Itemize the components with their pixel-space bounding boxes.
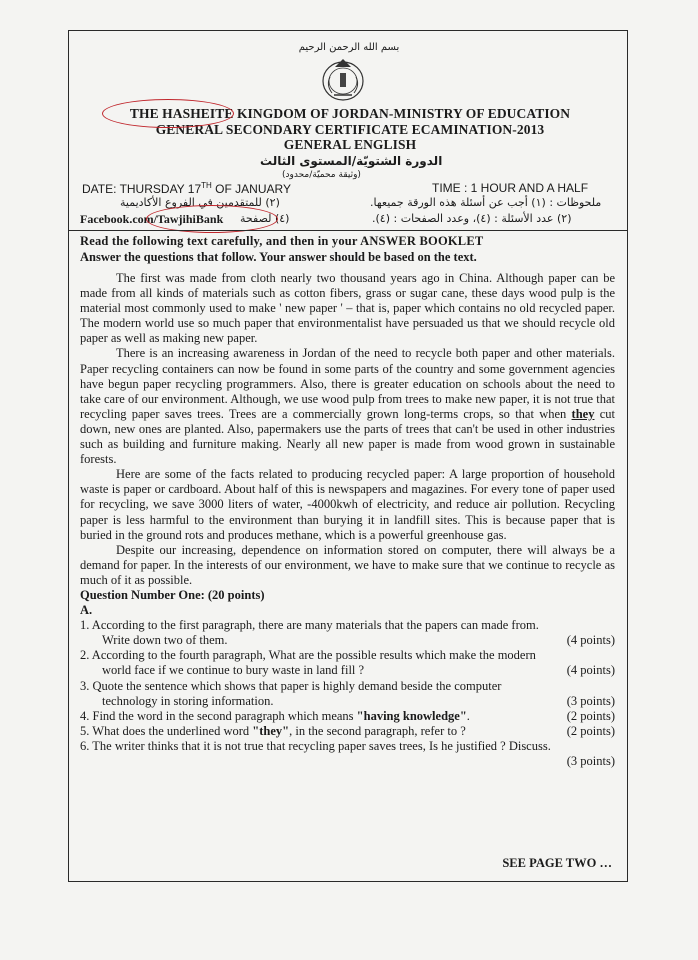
section-label: A. — [80, 603, 93, 618]
question-item: 6. The writer thinks that it is not true that recycling paper saves trees, Is he justified ? Discuss. (3 points) — [80, 738, 615, 768]
question-points: (3 points) — [566, 754, 615, 768]
facebook-watermark: Facebook.com/TawjihiBank — [80, 212, 224, 226]
arabic-branch-2: (٤) لصفحة — [240, 212, 290, 225]
paragraph-1: The first was made from cloth nearly two thousand years ago in China. Although paper can be made from all kinds of materials such as cotton fibers, grass or sugar cane, these days wood pulp is the material most commonly used to make ' new paper ' – that is, paper which contains no old recycled paper. The modern world use so much paper that environmentalist have persuaded us that we should recycle old paper as well as making new paper. — [80, 271, 615, 346]
arabic-notes-2: (٢) عدد الأسئلة : (٤)، وعدد الصفحات : (٤). — [372, 212, 572, 225]
paragraph-2: There is an increasing awareness in Jordan of the need to recycle both paper and other materials. Paper recycling containers can now be found in some parts of the country and some government agencies have begun paper recycling programmers. Also, there is greater education on schools about the need to take care of our environment. Although, we use wood pulp from trees to make new paper, it is not true that recycling paper saves trees. Trees are a commercially grown long-terms crops, so that when they cut down, new ones are planted. Also, papermakers use the parts of trees that can't be used in other industries such as building and furniture making. Nearly all new paper is made from wood grown in sustainable forests. — [80, 346, 615, 467]
see-page-two: SEE PAGE TWO … — [502, 856, 612, 870]
reading-passage — [80, 271, 615, 769]
arabic-document-class: (وثيقة محميّة/محدود) — [282, 170, 361, 180]
instructions-line-1: Read the following text carefully, and then in your ANSWER BOOKLET — [80, 234, 484, 248]
header-line-ministry: THE HASHEITE KINGDOM OF JORDAN-MINISTRY OF EDUCATION — [129, 106, 571, 121]
header-line-exam: GENERAL SECONDARY CERTIFICATE ECAMINATION-2013 — [155, 122, 545, 137]
arabic-branch-1: (٢) للمتقدمين في الفروع الأكاديمية — [120, 196, 280, 209]
exam-time: TIME : 1 HOUR AND A HALF — [432, 181, 589, 195]
question-points: (2 points) — [566, 708, 615, 723]
paragraph-3: Here are some of the facts related to producing recycled paper: A large proportion of household waste is paper or cardboard. About half of this is newspapers and magazines. For every tone of paper used for recycling, we save 3000 liters of water, -4000kwh of electricity, and reduce air pollution. Recycling paper is less harmful to the environment than burying it in landfill sites. This is because paper that is buried in the ground rots and produces methane, which is a powerful greenhouse gas. — [80, 467, 615, 542]
question-points: (4 points) — [566, 663, 615, 678]
jordan-emblem-icon — [318, 55, 368, 103]
question-item: 5. What does the underlined word "they", in the second paragraph, refer to ? (2 points) — [80, 723, 615, 738]
question-item: 1. According to the first paragraph, there are many materials that the papers can made from. Write down two of them. (4 points) — [80, 618, 615, 648]
arabic-session: الدورة الشتويّة/المستوى الثالث — [260, 154, 443, 168]
arabic-notes-1: ملحوظات : (١) أجب عن أسئلة هذه الورقة جميعها. — [370, 196, 602, 209]
header-line-subject: GENERAL ENGLISH — [283, 137, 417, 152]
basmala: بسم الله الرحمن الرحيم — [298, 42, 400, 53]
question-points: (2 points) — [566, 723, 615, 738]
header-divider — [68, 230, 628, 231]
paragraph-4: Despite our increasing, dependence on information stored on computer, there will always be a demand for paper. In the interests of our environment, we have to make sure that we continue to recycle as much of it as possible. — [80, 542, 615, 587]
question-points: (3 points) — [566, 693, 615, 708]
question-item: 3. Quote the sentence which shows that paper is highly demand beside the computer technology in storing information. (3 points) — [80, 678, 615, 708]
exam-date: DATE: THURSDAY 17TH OF JANUARY — [82, 181, 291, 196]
underlined-word-they: they — [571, 406, 595, 421]
instructions-line-2: Answer the questions that follow. Your answer should be based on the text. — [80, 250, 477, 264]
question-item: 4. Find the word in the second paragraph which means "having knowledge". (2 points) — [80, 708, 615, 723]
question-heading: Question Number One: (20 points) — [80, 587, 265, 602]
question-points: (4 points) — [566, 633, 615, 648]
question-item: 2. According to the fourth paragraph, What are the possible results which make the modern world face if we continue to bury waste in land fill ? (4 points) — [80, 648, 615, 678]
